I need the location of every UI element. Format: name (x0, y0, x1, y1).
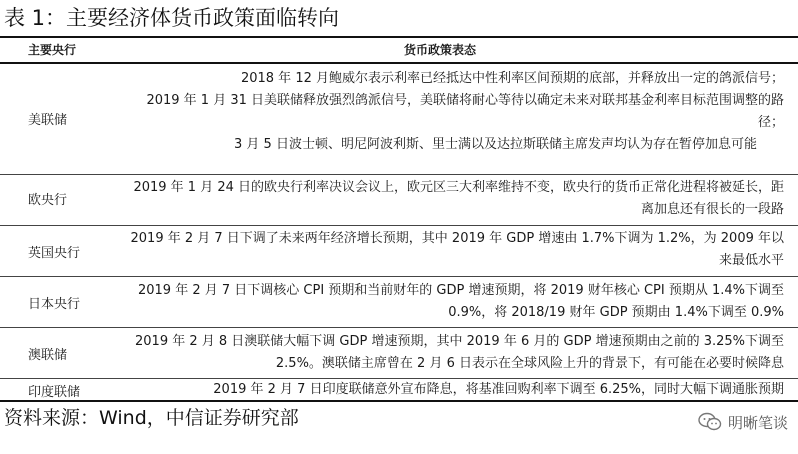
bank-name: 美联储 (28, 113, 68, 128)
bank-name: 澳联储 (28, 348, 68, 363)
policy-cell (112, 331, 784, 375)
policy-line: 2019 年 2 月 8 日澳联储大幅下调 GDP 增速预期，其中 2019 年 6 月的 GDP 增速预期由之前的 3.25%下调至 (135, 334, 784, 349)
policy-cell (112, 379, 784, 401)
policy-cell (112, 68, 784, 156)
table-row-ecb (0, 175, 798, 225)
policy-line: 2019 年 2 月 7 日下调了未来两年经济增长预期，其中 2019 年 GDP 增速由 1.7%下调为 1.2%，为 2009 年以 (130, 231, 784, 246)
policy-cell (112, 177, 784, 221)
policy-line: 0.9%，将 2018/19 财年 GDP 预期由 1.4%下调至 0.9% (448, 305, 784, 320)
policy-line: 离加息还有很长的一段路 (640, 202, 784, 217)
policy-line: 2019 年 2 月 7 日印度联储意外宣布降息，将基准回购利率下调至 6.25%，同时大幅下调通胀预期 (213, 382, 784, 397)
table-title: 表 1：主要经济体货币政策面临转向 (4, 6, 340, 30)
header-central-bank: 主要央行 (28, 43, 77, 57)
policy-line: 2019 年 1 月 24 日的欧央行利率决议会议上，欧元区三大利率维持不变，欧央行的货币正常化进程将被延长，距 (133, 180, 784, 195)
watermark-text: 明晰笔谈 (727, 413, 788, 432)
table-row-boj (0, 277, 798, 327)
table-row-rbi (0, 379, 798, 400)
bank-name: 欧央行 (28, 193, 68, 208)
policy-line: 2.5%。澳联储主席曾在 2 月 6 日表示在全球风险上升的背景下，有可能在必要时候降息 (275, 356, 784, 371)
bank-name: 英国央行 (28, 246, 81, 261)
policy-line: 3 月 5 日波士顿、明尼阿波利斯、里士满以及达拉斯联储主席发声均认为存在暂停加息可能 (234, 137, 757, 152)
policy-line: 2019 年 1 月 31 日美联储释放强烈鸽派信号，美联储将耐心等待以确定未来对联邦基金利率目标范围调整的路 (146, 93, 784, 108)
policy-line: 径； (757, 115, 784, 130)
bottom-rule (0, 400, 798, 402)
policy-line: 2019 年 2 月 7 日下调核心 CPI 预期和当前财年的 GDP 增速预期，将 2019 财年核心 CPI 预期从 1.4%下调至 (137, 283, 784, 298)
policy-line: 2018 年 12 月鲍威尔表示利率已经抵达中性利率区间预期的底部，并释放出一定的鸽派信号； (240, 71, 784, 86)
table-row-fed (0, 64, 798, 174)
table-row-boe (0, 226, 798, 276)
policy-line: 来最低水平 (718, 253, 784, 268)
wechat-icon (698, 412, 722, 432)
table-header (0, 38, 798, 62)
policy-cell (112, 228, 784, 272)
source-note: 资料来源：Wind，中信证券研究部 (4, 407, 299, 429)
table-row-rba (0, 328, 798, 378)
bank-name: 日本央行 (28, 297, 81, 312)
header-policy-stance: 货币政策表态 (403, 43, 476, 57)
watermark (698, 410, 788, 434)
bank-name: 印度联储 (28, 385, 81, 400)
policy-cell (112, 280, 784, 324)
